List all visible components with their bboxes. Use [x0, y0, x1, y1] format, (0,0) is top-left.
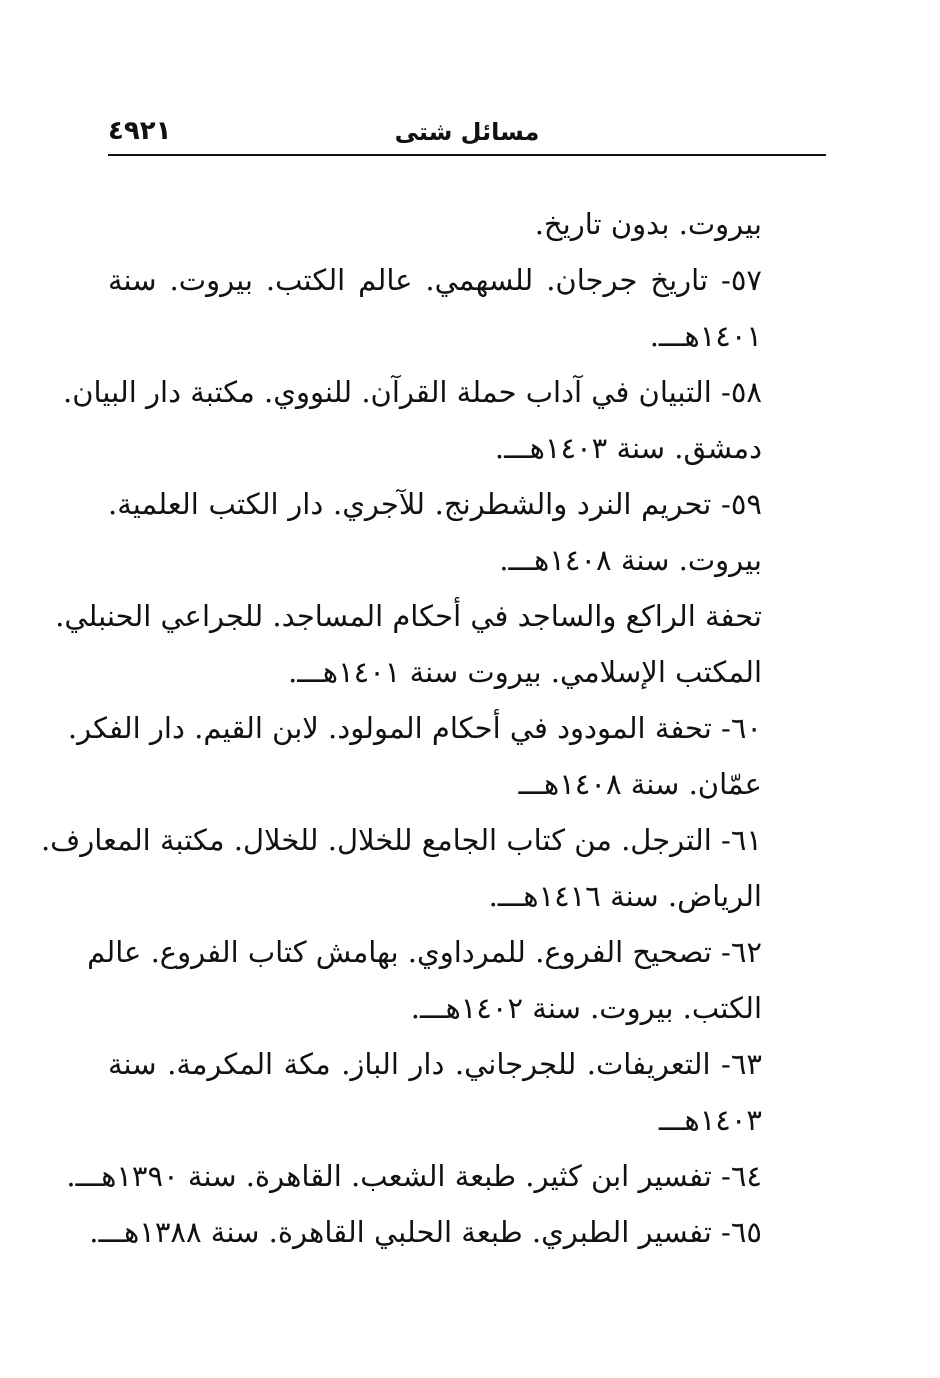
entry-63-line-1: ٦٣- التعريفات. للجرجاني. دار الباز. مكة المكرمة. سنة	[108, 1047, 762, 1081]
page-number: ٤٩٢١	[108, 116, 172, 146]
entry-tuhfat-alraki-line-2: المكتب الإسلامي. بيروت سنة ١٤٠١هـــ.	[288, 655, 762, 689]
text-line: بيروت. بدون تاريخ.	[534, 207, 762, 241]
entry-58-line-2: دمشق. سنة ١٤٠٣هـــ.	[494, 431, 762, 465]
entry-63-line-2: ١٤٠٣هـــ	[658, 1103, 762, 1137]
entry-tuhfat-alraki-line-1: تحفة الراكع والساجد في أحكام المساجد. للجراعي الحنبلي.	[55, 599, 762, 633]
entry-57-line-2: ١٤٠١هـــ.	[649, 319, 762, 353]
entry-58-line-1: ٥٨- التبيان في آداب حملة القرآن. للنووي. مكتبة دار البيان.	[63, 375, 762, 409]
entry-65-line: ٦٥- تفسير الطبري. طبعة الحلبي القاهرة. سنة ١٣٨٨هـــ.	[89, 1215, 762, 1249]
running-title: مسائل شتى	[394, 118, 540, 146]
entry-60-line-2: عمّان. سنة ١٤٠٨هـــ	[518, 767, 762, 801]
header-divider	[108, 154, 826, 156]
entry-60-line-1: ٦٠- تحفة المودود في أحكام المولود. لابن القيم. دار الفكر.	[67, 711, 762, 745]
entry-62-line-2: الكتب. بيروت. سنة ١٤٠٢هـــ.	[410, 991, 762, 1025]
entry-57-line-1: ٥٧- تاريخ جرجان. للسهمي. عالم الكتب. بيروت. سنة	[108, 263, 762, 297]
entry-59-line-1: ٥٩- تحريم النرد والشطرنج. للآجري. دار الكتب العلمية.	[108, 487, 762, 521]
entry-64-line: ٦٤- تفسير ابن كثير. طبعة الشعب. القاهرة. سنة ١٣٩٠هـــ.	[66, 1159, 762, 1193]
bibliography-body	[40, 196, 762, 1260]
entry-61-line-2: الرياض. سنة ١٤١٦هـــ.	[488, 879, 762, 913]
entry-62-line-1: ٦٢- تصحيح الفروع. للمرداوي. بهامش كتاب الفروع. عالم	[87, 935, 762, 969]
entry-61-line-1: ٦١- الترجل. من كتاب الجامع للخلال. للخلال. مكتبة المعارف.	[40, 823, 762, 857]
page-header	[108, 112, 826, 156]
entry-59-line-2: بيروت. سنة ١٤٠٨هـــ.	[499, 543, 762, 577]
